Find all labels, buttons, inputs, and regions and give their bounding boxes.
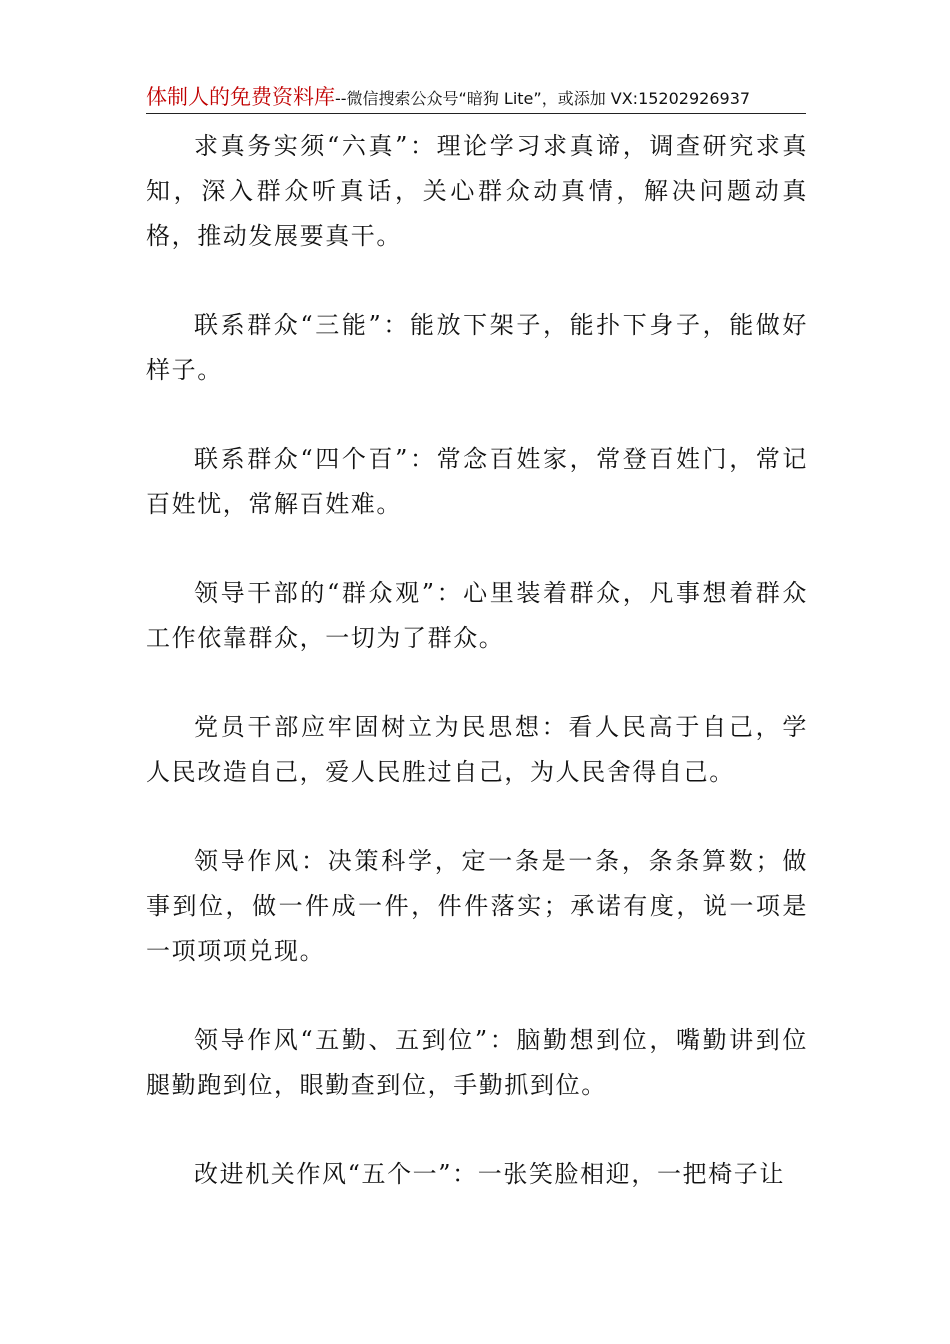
paragraph-mass-view: 领导干部的“群众观”：心里装着群众，凡事想着群众工作依靠群众，一切为了群众。 xyxy=(146,579,808,652)
paragraph-five-ones: 改进机关作风“五个一”：一张笑脸相迎，一把椅子让 xyxy=(194,1160,785,1188)
paragraph-six-truths: 求真务实须“六真”：理论学习求真谛，调查研究求真知，深入群众听真话，关心群众动真情，解决问题动真格，推动发展要真干。 xyxy=(146,132,808,250)
page-header xyxy=(146,84,806,112)
document-body xyxy=(146,124,808,1241)
paragraph-four-hundreds: 联系群众“四个百”：常念百姓家，常登百姓门，常记百姓忧，常解百姓难。 xyxy=(146,445,808,518)
paragraph-three-abilities: 联系群众“三能”：能放下架子，能扑下身子，能做好样子。 xyxy=(146,311,808,384)
header-divider xyxy=(146,113,806,114)
header-contact: --微信搜索公众号“暗狗 Lite”，或添加 VX:15202926937 xyxy=(335,89,751,108)
header-brand: 体制人的免费资料库 xyxy=(146,85,335,109)
paragraph-five-diligences: 领导作风“五勤、五到位”：脑勤想到位，嘴勤讲到位腿勤跑到位，眼勤查到位，手勤抓到位。 xyxy=(146,1026,808,1099)
paragraph-leadership-style: 领导作风：决策科学，定一条是一条，条条算数；做事到位，做一件成一件，件件落实；承诺有度，说一项是一项项项兑现。 xyxy=(146,847,808,965)
paragraph-serve-people: 党员干部应牢固树立为民思想：看人民高于自己，学人民改造自己，爱人民胜过自己，为人民舍得自己。 xyxy=(146,713,808,786)
